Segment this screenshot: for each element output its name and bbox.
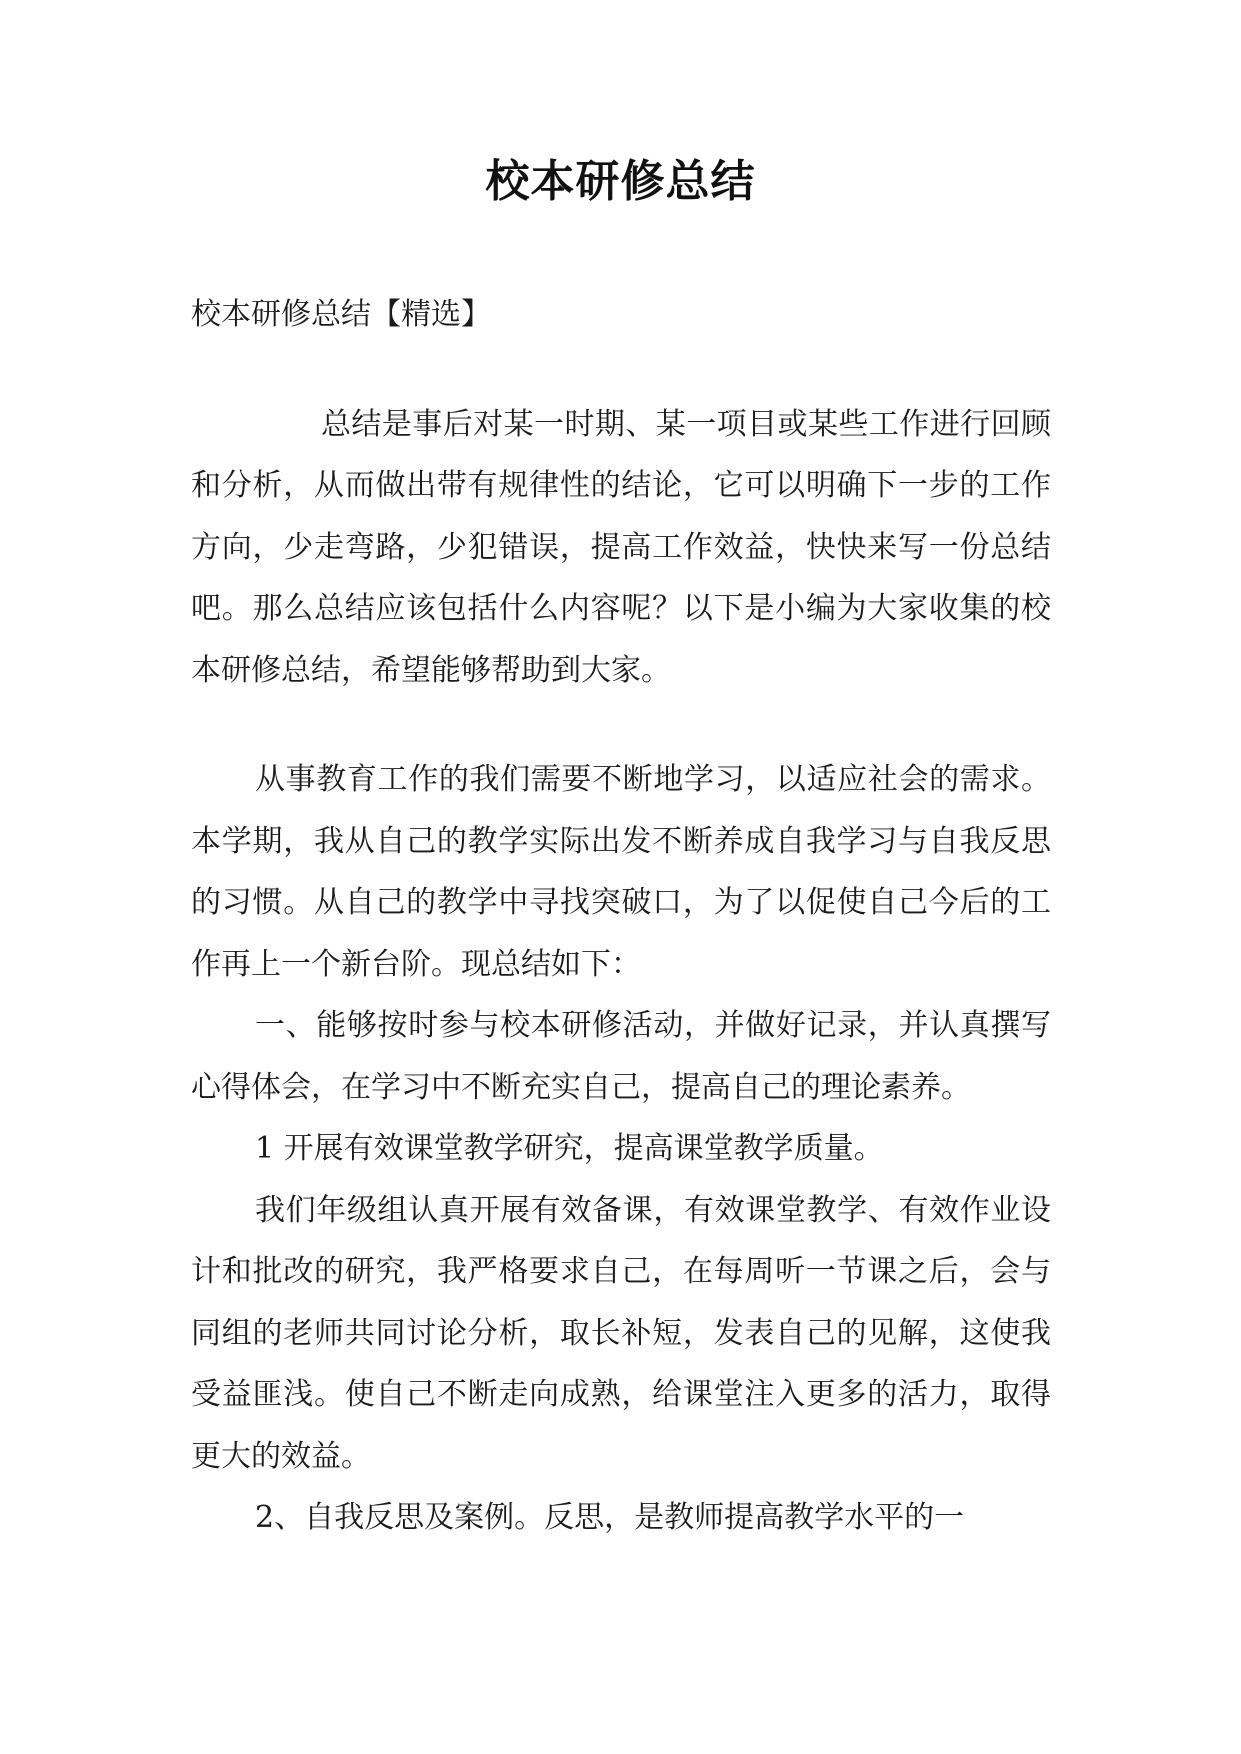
document-subtitle: 校本研修总结【精选】 — [191, 297, 491, 332]
body-paragraph: 一、能够按时参与校本研修活动，并做好记录，并认真撰写心得体会，在学习中不断充实自己，提高自己的理论素养。 — [191, 1008, 1051, 1105]
body-paragraph: 我们年级组认真开展有效备课，有效课堂教学、有效作业设计和批改的研究，我严格要求自己，在每周听一节课之后，会与同组的老师共同讨论分析，取长补短，发表自己的见解，这使我受益匪浅。使自己不断走向成熟，给课堂注入更多的活力，取得更大的效益。 — [191, 1192, 1051, 1474]
body-paragraph: 1 开展有效课堂教学研究，提高课堂教学质量。 — [255, 1131, 884, 1166]
document-title: 校本研修总结 — [485, 156, 756, 207]
document-body — [191, 284, 1051, 1549]
intro-paragraph: 总结是事后对某一时期、某一项目或某些工作进行回顾和分析，从而做出带有规律性的结论，它可以明确下一步的工作方向，少走弯路，少犯错误，提高工作效益，快快来写一份总结吧。那么总结应该包括什么内容呢？以下是小编为大家收集的校本研修总结，希望能够帮助到大家。 — [191, 406, 1051, 688]
body-paragraph: 2、自我反思及案例。反思，是教师提高教学水平的一 — [255, 1500, 965, 1535]
body-paragraph: 从事教育工作的我们需要不断地学习，以适应社会的需求。本学期，我从自己的教学实际出发不断养成自我学习与自我反思的习惯。从自己的教学中寻找突破口，为了以促使自己今后的工作再上一个新台阶。现总结如下： — [191, 762, 1051, 982]
